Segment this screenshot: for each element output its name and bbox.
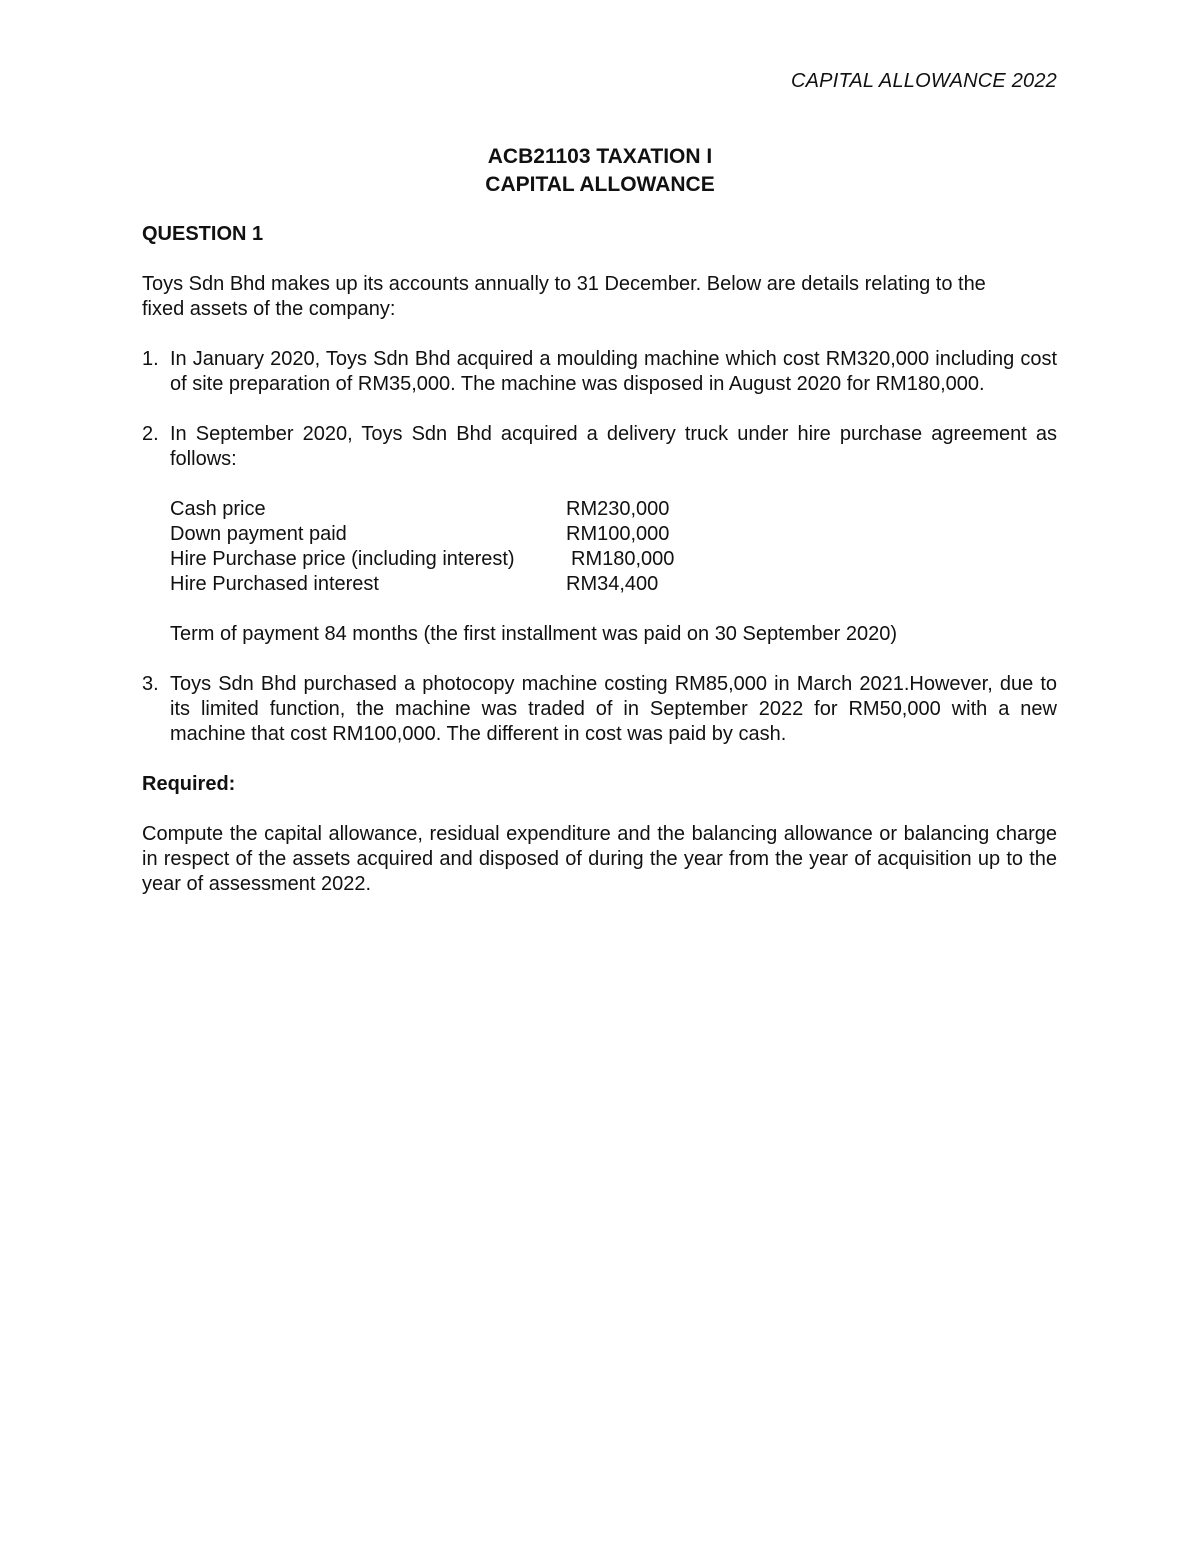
topic-title: CAPITAL ALLOWANCE	[485, 173, 715, 196]
list-number: 2.	[142, 423, 159, 445]
hp-label: Hire Purchased interest	[170, 573, 379, 595]
list-number: 1.	[142, 348, 159, 370]
list-item	[142, 672, 1057, 747]
hp-value: RM34,400	[566, 573, 659, 595]
payment-term: Term of payment 84 months (the first installment was paid on 30 September 2020)	[170, 623, 898, 645]
hp-value: RM100,000	[566, 523, 670, 545]
hp-label: Hire Purchase price (including interest)	[170, 548, 515, 570]
document-title	[0, 143, 1200, 199]
question-intro: Toys Sdn Bhd makes up its accounts annually to 31 December. Below are details relating to the fixed assets of the company:	[142, 273, 986, 320]
required-text: Compute the capital allowance, residual expenditure and the balancing allowance or balancing charge in respect of the assets acquired and disposed of during the year from the year of acquisition up to the year of assessment 2022.	[142, 823, 1057, 895]
hp-label: Down payment paid	[170, 523, 347, 545]
question-heading: QUESTION 1	[142, 223, 264, 245]
table-row	[170, 497, 674, 522]
hp-label: Cash price	[170, 498, 266, 520]
question-content	[142, 222, 1057, 897]
list-item	[142, 347, 1057, 397]
hp-value: RM180,000	[571, 548, 675, 570]
list-number: 3.	[142, 673, 159, 695]
table-row	[170, 522, 674, 547]
list-item-text: In January 2020, Toys Sdn Bhd acquired a moulding machine which cost RM320,000 including cost of site preparation of RM35,000. The machine was disposed in August 2020 for RM180,000.	[170, 348, 1057, 395]
hp-value: RM230,000	[566, 498, 670, 520]
course-title: ACB21103 TAXATION I	[487, 145, 713, 168]
list-item-text: Toys Sdn Bhd purchased a photocopy machine costing RM85,000 in March 2021.However, due to its limited function, the machine was traded of in September 2022 for RM50,000 with a new machine that cost RM100,000. The different in cost was paid by cash.	[170, 673, 1057, 745]
table-row	[170, 572, 674, 597]
hire-purchase-table	[170, 497, 674, 597]
list-item	[142, 422, 1057, 647]
running-header: CAPITAL ALLOWANCE 2022	[790, 70, 1057, 92]
required-heading: Required:	[142, 773, 236, 795]
table-row	[170, 547, 674, 572]
list-item-body	[170, 422, 1057, 647]
list-item-text: In September 2020, Toys Sdn Bhd acquired a delivery truck under hire purchase agreement as follows:	[170, 423, 1057, 470]
